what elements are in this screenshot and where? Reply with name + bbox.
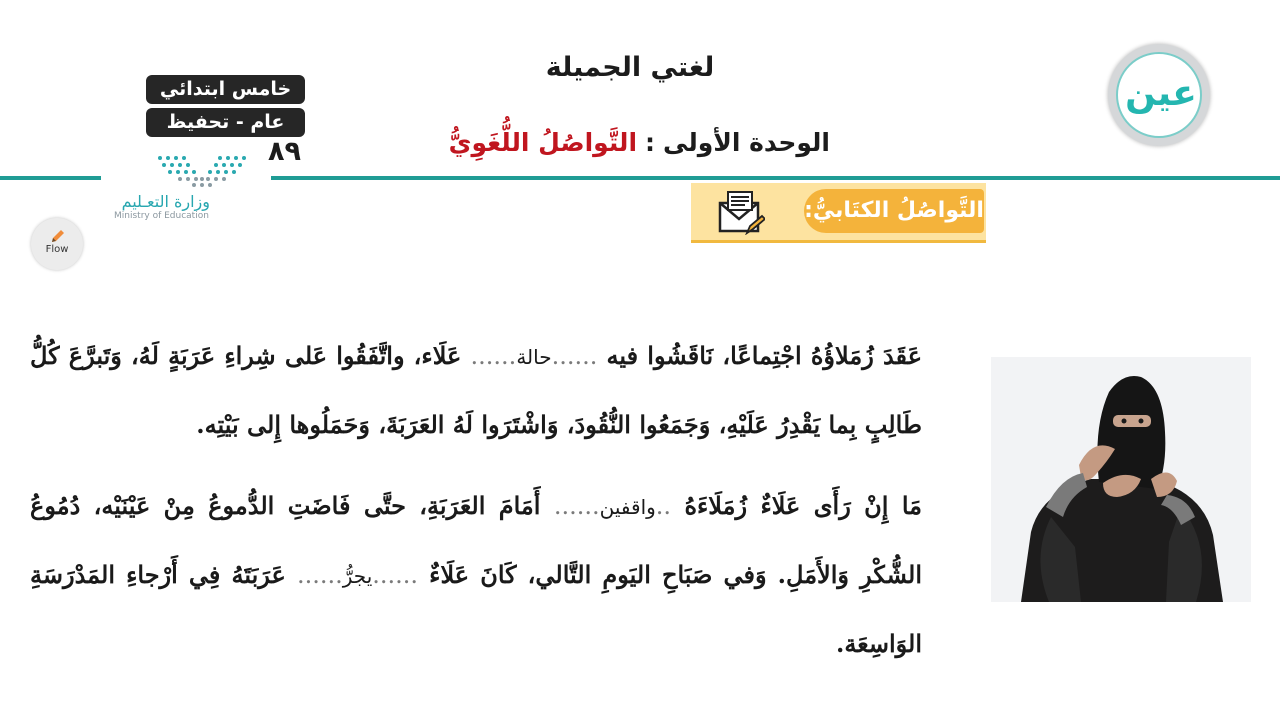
sign-interpreter-figure [991, 357, 1251, 602]
unit-separator: : [645, 128, 656, 157]
book-title: لغتي الجميلة [545, 52, 715, 83]
channel-logo-text: عين [1125, 73, 1197, 114]
answer-blank: ...... [470, 342, 517, 370]
grade-badge: خامس ابتدائي [146, 75, 305, 104]
letter-writing-icon [717, 189, 765, 235]
section-title-tab [804, 189, 984, 233]
page-number: ٨٩ [268, 136, 301, 167]
flow-badge [31, 218, 83, 270]
paragraph-2-text-c: عَرَبَتَهُ فِي أَرْجاءِ المَدْرَسَةِ الوَاسِعَة. [30, 560, 922, 658]
ministry-logo [104, 150, 299, 230]
paragraph-1-text-a: عَقَدَ زُمَلاؤُهُ اجْتِماعًا، نَاقَشُوا فيه [606, 341, 923, 370]
ministry-emblem-icon [154, 152, 250, 188]
paragraph-2-text-b: أَمَامَ العَرَبَةِ، حتَّى فَاضَتِ الدُّموعُ مِنْ عَيْنَيْه، دُمُوعُ الشُّكْرِ وَالأَمَلِ. وَفي صَبَاحِ اليَومِ التَّالي، كَانَ عَلَاءٌ [30, 491, 922, 589]
unit-heading [400, 128, 830, 157]
ministry-name-ar: وزارة التعـليم [121, 192, 210, 211]
channel-logo-ring [1116, 52, 1202, 138]
ministry-name-en: Ministry of Education [114, 211, 209, 221]
sign-language-video [991, 357, 1251, 602]
answer-blank: ...... [296, 561, 343, 589]
flow-label: Flow [45, 244, 69, 255]
section-title: التَّواصُلُ الكتَابيُّ: [804, 198, 984, 223]
answer-blank: ...... [372, 561, 419, 589]
pencil-icon [50, 228, 66, 244]
unit-name: التَّواصُلُ اللُّغَوِيُّ [448, 128, 638, 157]
header-divider-right [271, 176, 1280, 180]
answer-blank: ...... [551, 342, 598, 370]
paragraph-1 [30, 322, 922, 459]
paragraph-2-text-a: مَا إِنْ رَأَى عَلَاءٌ زُمَلَاءَهُ [684, 491, 923, 520]
answer-blank: ...... [553, 492, 600, 520]
unit-label: الوحدة الأولى [663, 128, 830, 157]
channel-logo [1108, 44, 1210, 146]
track-badge: عام - تحفيظ [146, 108, 305, 137]
filled-answer-2: واقفين [599, 495, 656, 519]
paragraph-1-text-b: عَلَاء، واتَّفَقُوا عَلى شِراءِ عَرَبَةٍ لَهُ، وَتَبرَّعَ كُلُّ طَالِبٍ بِما يَقْدِرُ عَلَيْهِ، وَجَمَعُوا النُّقُودَ، وَاشْتَرَوا لَهُ العَرَبَةَ، وَحَمَلُوها إِلى بَيْتِه. [30, 341, 922, 439]
header-divider-left [0, 176, 101, 180]
answer-blank: .. [655, 492, 672, 520]
paragraph-2 [30, 472, 922, 678]
filled-answer-3: يجرُّ [342, 564, 373, 588]
filled-answer-1: حالة [516, 345, 552, 369]
section-banner [691, 183, 986, 243]
